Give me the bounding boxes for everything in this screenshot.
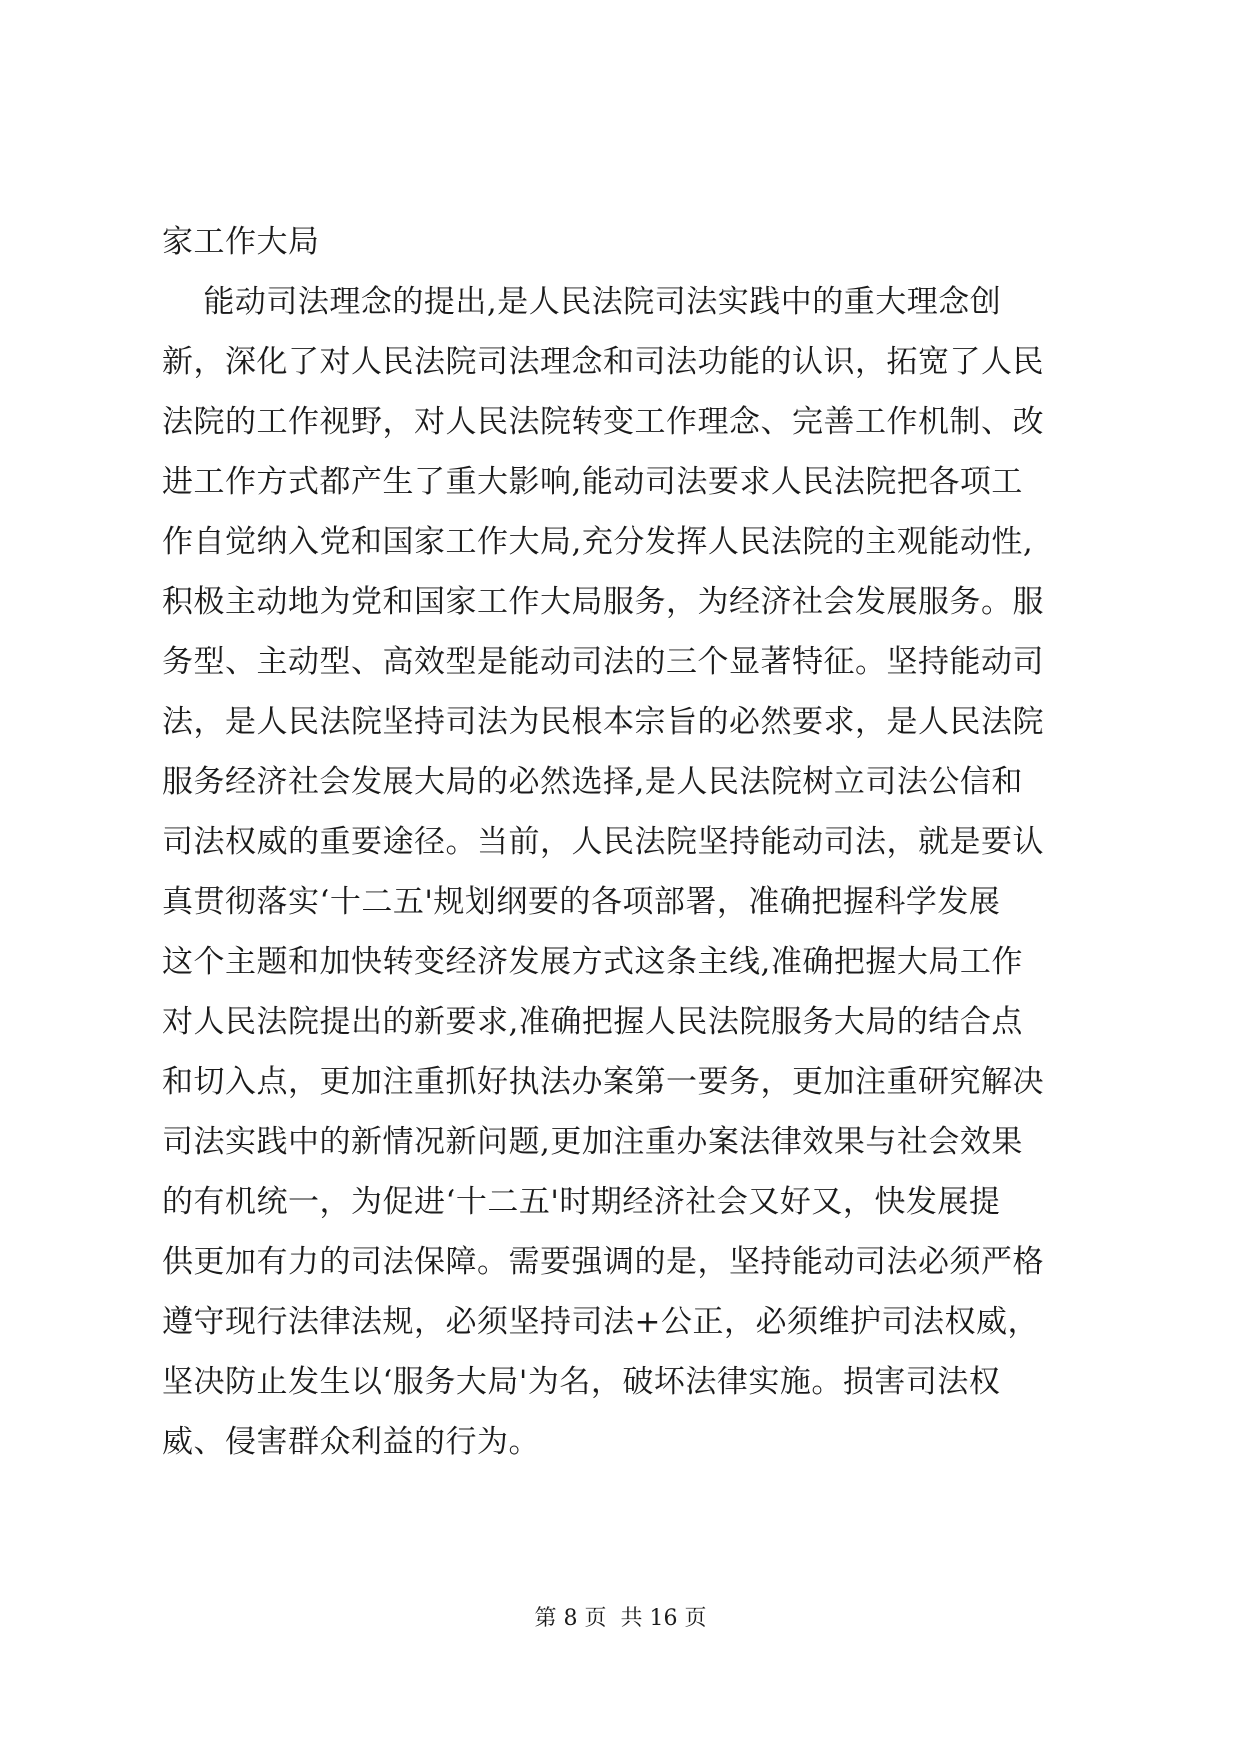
text-line: 遵守现行法律法规，必须坚持司法+公正，必须维护司法权威， <box>162 1304 1039 1340</box>
text-line: 司法实践中的新情况新问题,更加注重办案法律效果与社会效果 <box>162 1124 1023 1160</box>
text-line: 家工作大局 <box>162 224 320 260</box>
text-line: 供更加有力的司法保障。需要强调的是，坚持能动司法必须严格 <box>162 1244 1044 1280</box>
text-line: 坚决防止发生以‘服务大局'为名，破坏法律实施。损害司法权 <box>162 1364 1001 1400</box>
text-line: 这个主题和加快转变经济发展方式这条主线,准确把握大局工作 <box>162 944 1023 980</box>
text-line: 新，深化了对人民法院司法理念和司法功能的认识，拓宽了人民 <box>162 344 1044 380</box>
text-line: 务型、主动型、高效型是能动司法的三个显著特征。坚持能动司 <box>162 644 1044 680</box>
text-line: 司法权威的重要途径。当前，人民法院坚持能动司法，就是要认 <box>162 824 1044 860</box>
text-line: 对人民法院提出的新要求,准确把握人民法院服务大局的结合点 <box>162 1004 1023 1040</box>
page-number-footer: 第 8 页 共 16 页 <box>534 1606 707 1631</box>
text-line: 作自觉纳入党和国家工作大局,充分发挥人民法院的主观能动性, <box>162 524 1034 560</box>
text-line: 的有机统一，为促进‘十二五'时期经济社会又好又，快发展提 <box>162 1184 1001 1220</box>
text-line: 能动司法理念的提出,是人民法院司法实践中的重大理念创 <box>162 284 1002 320</box>
text-line: 法院的工作视野，对人民法院转变工作理念、完善工作机制、改 <box>162 404 1044 440</box>
text-line: 服务经济社会发展大局的必然选择,是人民法院树立司法公信和 <box>162 764 1023 800</box>
text-line: 进工作方式都产生了重大影响,能动司法要求人民法院把各项工 <box>162 464 1023 500</box>
text-line: 法，是人民法院坚持司法为民根本宗旨的必然要求，是人民法院 <box>162 704 1044 740</box>
text-line: 积极主动地为党和国家工作大局服务，为经济社会发展服务。服 <box>162 584 1044 620</box>
text-line: 和切入点，更加注重抓好执法办案第一要务，更加注重研究解决 <box>162 1064 1044 1100</box>
text-line: 真贯彻落实‘十二五'规划纲要的各项部署，准确把握科学发展 <box>162 884 1001 920</box>
text-line: 威、侵害群众利益的行为。 <box>162 1424 540 1460</box>
